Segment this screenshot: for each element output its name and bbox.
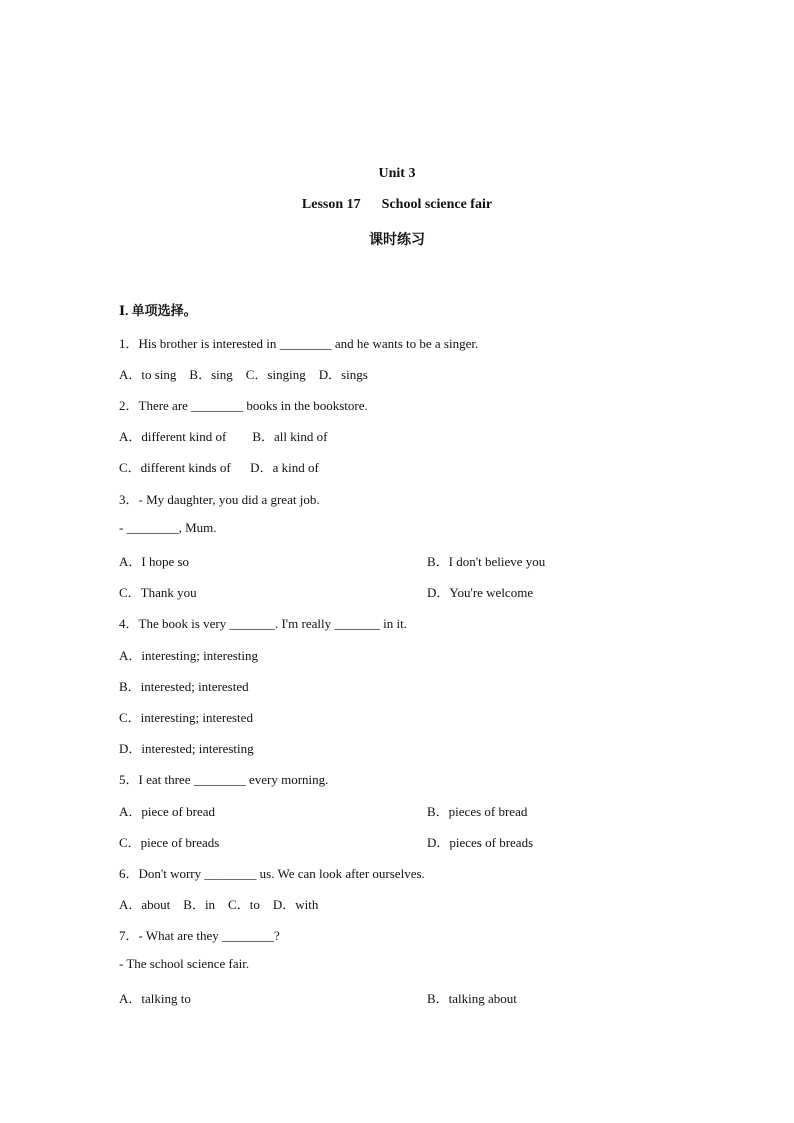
question-3-stem: 3．- My daughter, you did a great job. [119, 492, 320, 507]
question-1-options: A．to sing B．sing C．singing D．sings [119, 367, 368, 382]
question-6-stem: 6．Don't worry ________ us. We can look after ourselves. [119, 866, 425, 881]
unit-title: Unit 3 [378, 166, 416, 181]
question-4-option-d: D．interested; interesting [119, 741, 254, 756]
question-2-options-row-2: C．different kinds of D．a kind of [119, 460, 319, 475]
question-3-option-d: D．You're welcome [427, 585, 534, 600]
question-5-option-b: B．pieces of bread [427, 804, 528, 819]
question-3-option-a: A．I hope so [119, 554, 190, 569]
lesson-title: Lesson 17 School science fair [301, 197, 493, 212]
question-7-reply: - The school science fair. [119, 956, 250, 971]
question-5-stem: 5．I eat three ________ every morning. [119, 772, 329, 787]
question-3-option-c: C．Thank you [119, 585, 197, 600]
question-2-options-row-1: A．different kind of B．all kind of [119, 429, 328, 444]
question-7-option-b: B．talking about [427, 991, 517, 1006]
section-title: Ⅰ. 单项选择。 [119, 303, 197, 318]
question-5-option-c: C．piece of breads [119, 835, 220, 850]
question-4-option-b: B．interested; interested [119, 679, 249, 694]
question-5-option-d: D．pieces of breads [427, 835, 534, 850]
question-4-option-a: A．interesting; interesting [119, 648, 259, 663]
exercise-subtitle: 课时练习 [369, 233, 425, 248]
question-3-option-b: B．I don't believe you [427, 554, 546, 569]
question-2-stem: 2．There are ________ books in the bookstore. [119, 398, 368, 413]
question-7-stem: 7．- What are they ________? [119, 928, 280, 943]
question-3-reply: - ________, Mum. [119, 520, 217, 535]
question-5-option-a: A．piece of bread [119, 804, 216, 819]
question-1-stem: 1．His brother is interested in ________ and he wants to be a singer. [119, 336, 479, 351]
question-7-option-a: A．talking to [119, 991, 191, 1006]
question-4-option-c: C．interesting; interested [119, 710, 253, 725]
question-6-options: A．about B．in C．to D．with [119, 897, 319, 912]
question-4-stem: 4．The book is very _______. I'm really _______ in it. [119, 616, 407, 631]
